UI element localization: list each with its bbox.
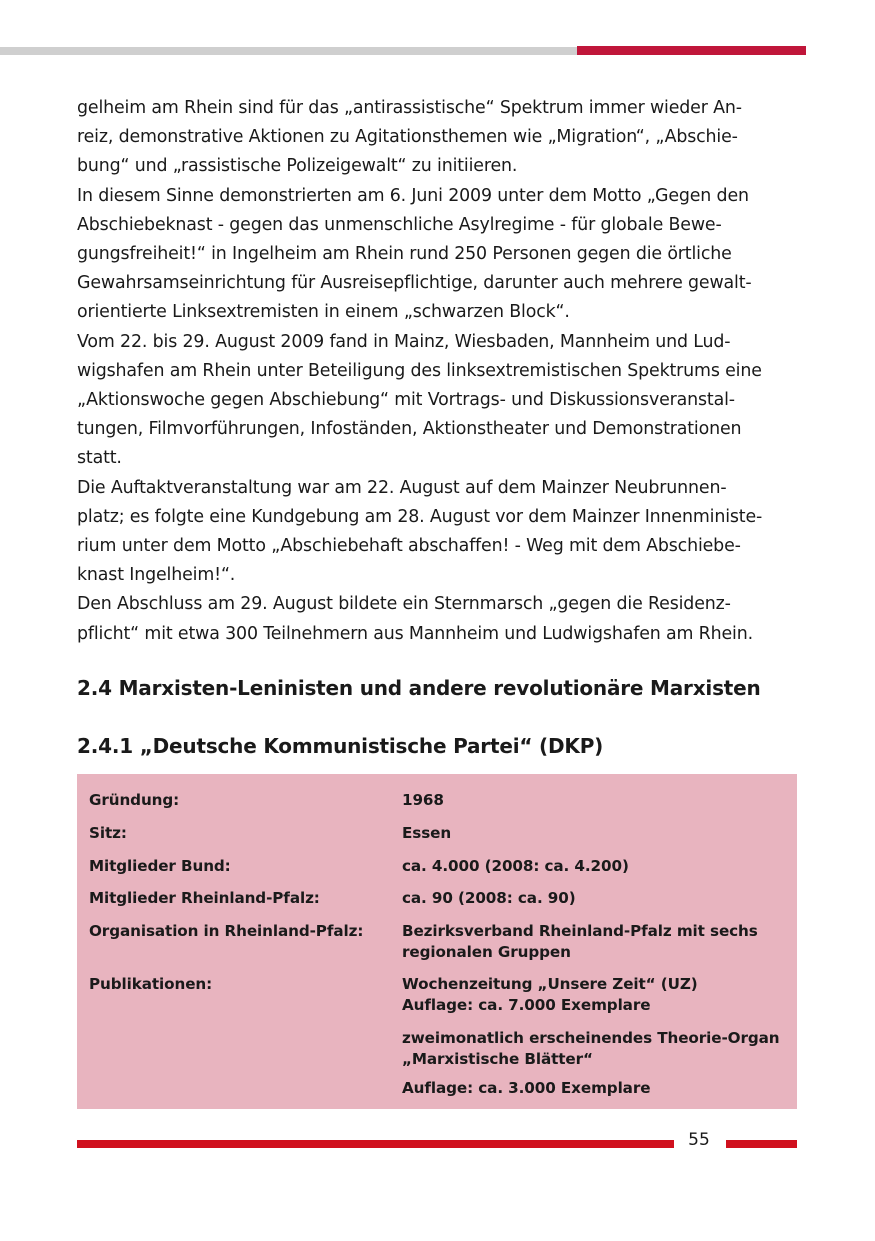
info-value: ca. 90 (2008: ca. 90) xyxy=(402,889,576,907)
page-number: 55 xyxy=(688,1130,710,1150)
dkp-info-box xyxy=(77,774,797,1109)
info-value: ca. 4.000 (2008: ca. 4.200) xyxy=(402,857,629,875)
info-label: Mitglieder Rheinland-Pfalz: xyxy=(89,889,320,907)
section-heading: 2.4 Marxisten-Leninisten und andere revolutionäre Marxisten xyxy=(77,676,761,700)
info-label: Sitz: xyxy=(89,824,127,842)
info-label: Mitglieder Bund: xyxy=(89,857,231,875)
paragraph: Vom 22. bis 29. August 2009 fand in Mainz, Wiesbaden, Mannheim und Lud- wigshafen am Rhein unter Beteiligung des linksextremistischen Spektrums eine „Aktionswoche gegen Abschiebung“ mit Vortrags- und Diskussionsveranstal- tungen, Filmvorführungen, Infoständen, Aktionstheater und Demonstrationen statt. xyxy=(77,331,762,469)
info-value: Wochenzeitung „Unsere Zeit“ (UZ) Auflage: ca. 7.000 Exemplare xyxy=(402,975,698,1014)
info-value: Essen xyxy=(402,824,452,842)
info-value: 1968 xyxy=(402,791,444,809)
paragraph: In diesem Sinne demonstrierten am 6. Juni 2009 unter dem Motto „Gegen den Abschiebeknast - gegen das unmenschliche Asylregime - für globale Bewe- gungsfreiheit!“ in Ingelheim am Rhein rund 250 Personen gegen die örtliche Gewahrsamseinrichtung für Ausreisepflichtige, darunter auch mehrere gewalt- orientierte Linksextremisten in einem „schwarzen Block“. xyxy=(77,185,752,323)
bottom-red-rule-left xyxy=(77,1140,674,1148)
paragraph: gelheim am Rhein sind für das „antirassistische“ Spektrum immer wieder An- reiz, demonstrative Aktionen zu Agitationsthemen wie „Migration“, „Abschie- bung“ und „rassistische Polizeigewalt“ zu initiieren. xyxy=(77,98,742,177)
info-value: Bezirksverband Rheinland-Pfalz mit sechs regionalen Gruppen xyxy=(402,922,758,961)
top-grey-rule xyxy=(0,47,577,55)
subsection-heading: 2.4.1 „Deutsche Kommunistische Partei“ (DKP) xyxy=(77,734,604,758)
body-text xyxy=(77,94,807,649)
info-label: Organisation in Rheinland-Pfalz: xyxy=(89,922,364,940)
bottom-red-rule-right xyxy=(726,1140,797,1148)
info-label: Gründung: xyxy=(89,791,180,809)
info-label: Publikationen: xyxy=(89,975,213,993)
info-value: Auflage: ca. 3.000 Exemplare xyxy=(402,1079,651,1097)
top-red-rule xyxy=(577,46,806,55)
paragraph: Den Abschluss am 29. August bildete ein Sternmarsch „gegen die Residenz- pflicht“ mit etwa 300 Teilnehmern aus Mannheim und Ludwigshafen am Rhein. xyxy=(77,594,753,644)
info-value: zweimonatlich erscheinendes Theorie-Organ „Marxistische Blätter“ xyxy=(402,1029,780,1068)
paragraph: Die Auftaktveranstaltung war am 22. August auf dem Mainzer Neubrunnen- platz; es folgte eine Kundgebung am 28. August vor dem Mainzer Innenministe- rium unter dem Motto „Abschiebehaft abschaffen! - Weg mit dem Abschiebe- knast Ingelheim!“. xyxy=(77,477,763,586)
